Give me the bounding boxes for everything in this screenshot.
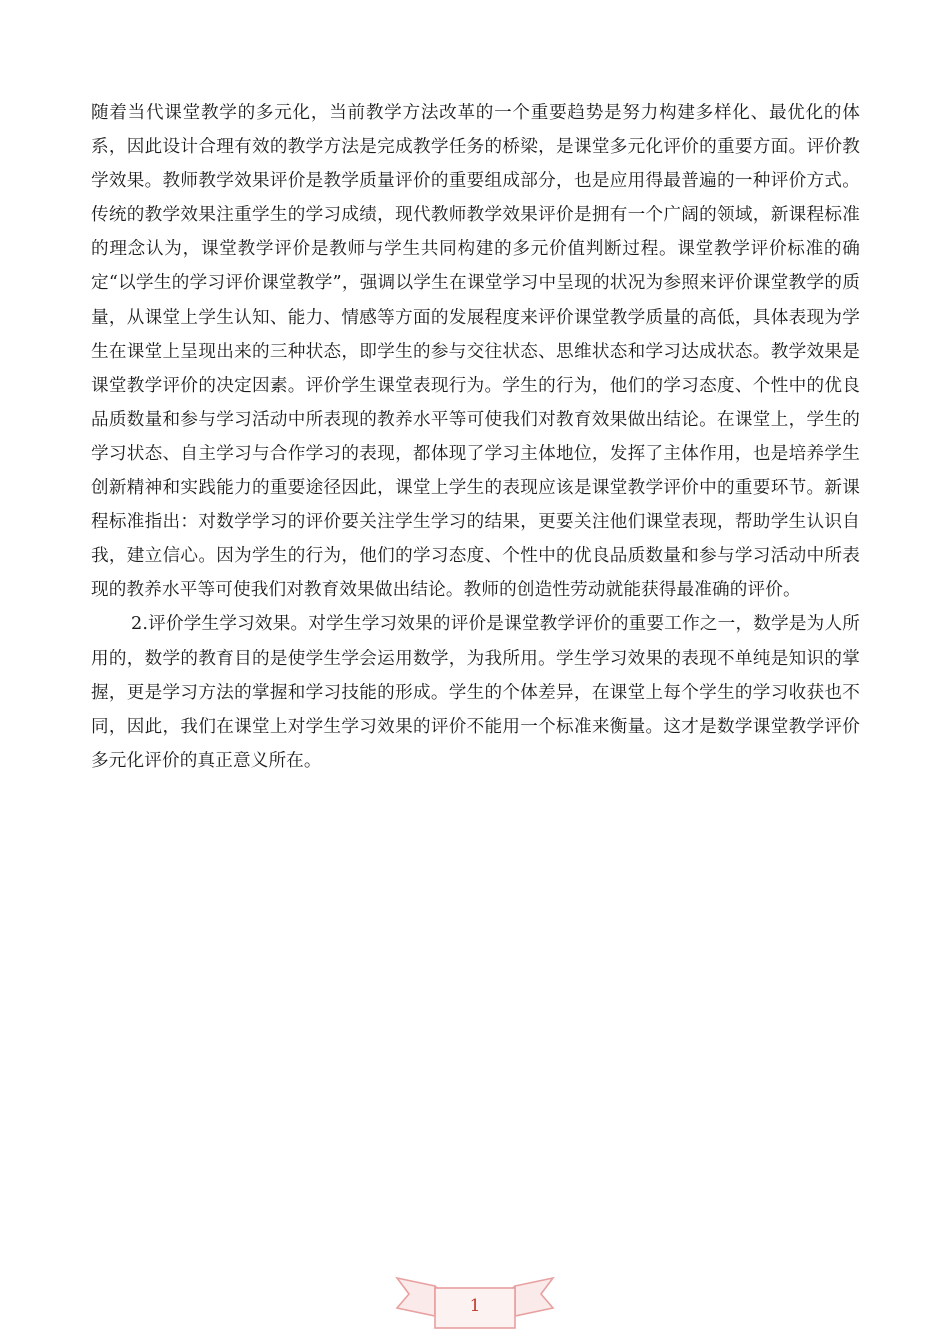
body-paragraph-2: 2.评价学生学习效果。对学生学习效果的评价是课堂教学评价的重要工作之一，数学是为人所用的，数学的教育目的是使学生学会运用数学，为我所用。学生学习效果的表现不单纯是知识的掌握，更是学习方法的掌握和学习技能的形成。学生的个体差异，在课堂上每个学生的学习收获也不同，因此，我们在课堂上对学生学习效果的评价不能用一个标准来衡量。这才是数学课堂教学评价多元化评价的真正意义所在。 xyxy=(91,614,860,771)
page-number: 1 xyxy=(469,1296,481,1316)
page-number-ribbon xyxy=(395,1272,555,1336)
body-paragraph-1: 随着当代课堂教学的多元化，当前教学方法改革的一个重要趋势是努力构建多样化、最优化的体系，因此设计合理有效的教学方法是完成教学任务的桥梁，是课堂多元化评价的重要方面。评价教学效果。教师教学效果评价是教学质量评价的重要组成部分，也是应用得最普遍的一种评价方式。传统的教学效果注重学生的学习成绩，现代教师教学效果评价是拥有一个广阔的领域，新课程标准的理念认为，课堂教学评价是教师与学生共同构建的多元价值判断过程。课堂教学评价标准的确定“以学生的学习评价课堂教学”，强调以学生在课堂学习中呈现的状况为参照来评价课堂教学的质量，从课堂上学生认知、能力、情感等方面的发展程度来评价课堂教学质量的高低，具体表现为学生在课堂上呈现出来的三种状态，即学生的参与交往状态、思维状态和学习达成状态。教学效果是课堂教学评价的决定因素。评价学生课堂表现行为。学生的行为，他们的学习态度、个性中的优良品质数量和参与学习活动中所表现的教养水平等可使我们对教育效果做出结论。在课堂上，学生的学习状态、自主学习与合作学习的表现，都体现了学习主体地位，发挥了主体作用，也是培养学生创新精神和实践能力的重要途径因此，课堂上学生的表现应该是课堂教学评价中的重要环节。新课程标准指出：对数学学习的评价要关注学生学习的结果，更要关注他们课堂表现，帮助学生认识自我，建立信心。因为学生的行为，他们的学习态度、个性中的优良品质数量和参与学习活动中所表现的教养水平等可使我们对教育效果做出结论。教师的创造性劳动就能获得最准确的评价。 xyxy=(91,103,860,601)
document-body xyxy=(91,96,860,778)
